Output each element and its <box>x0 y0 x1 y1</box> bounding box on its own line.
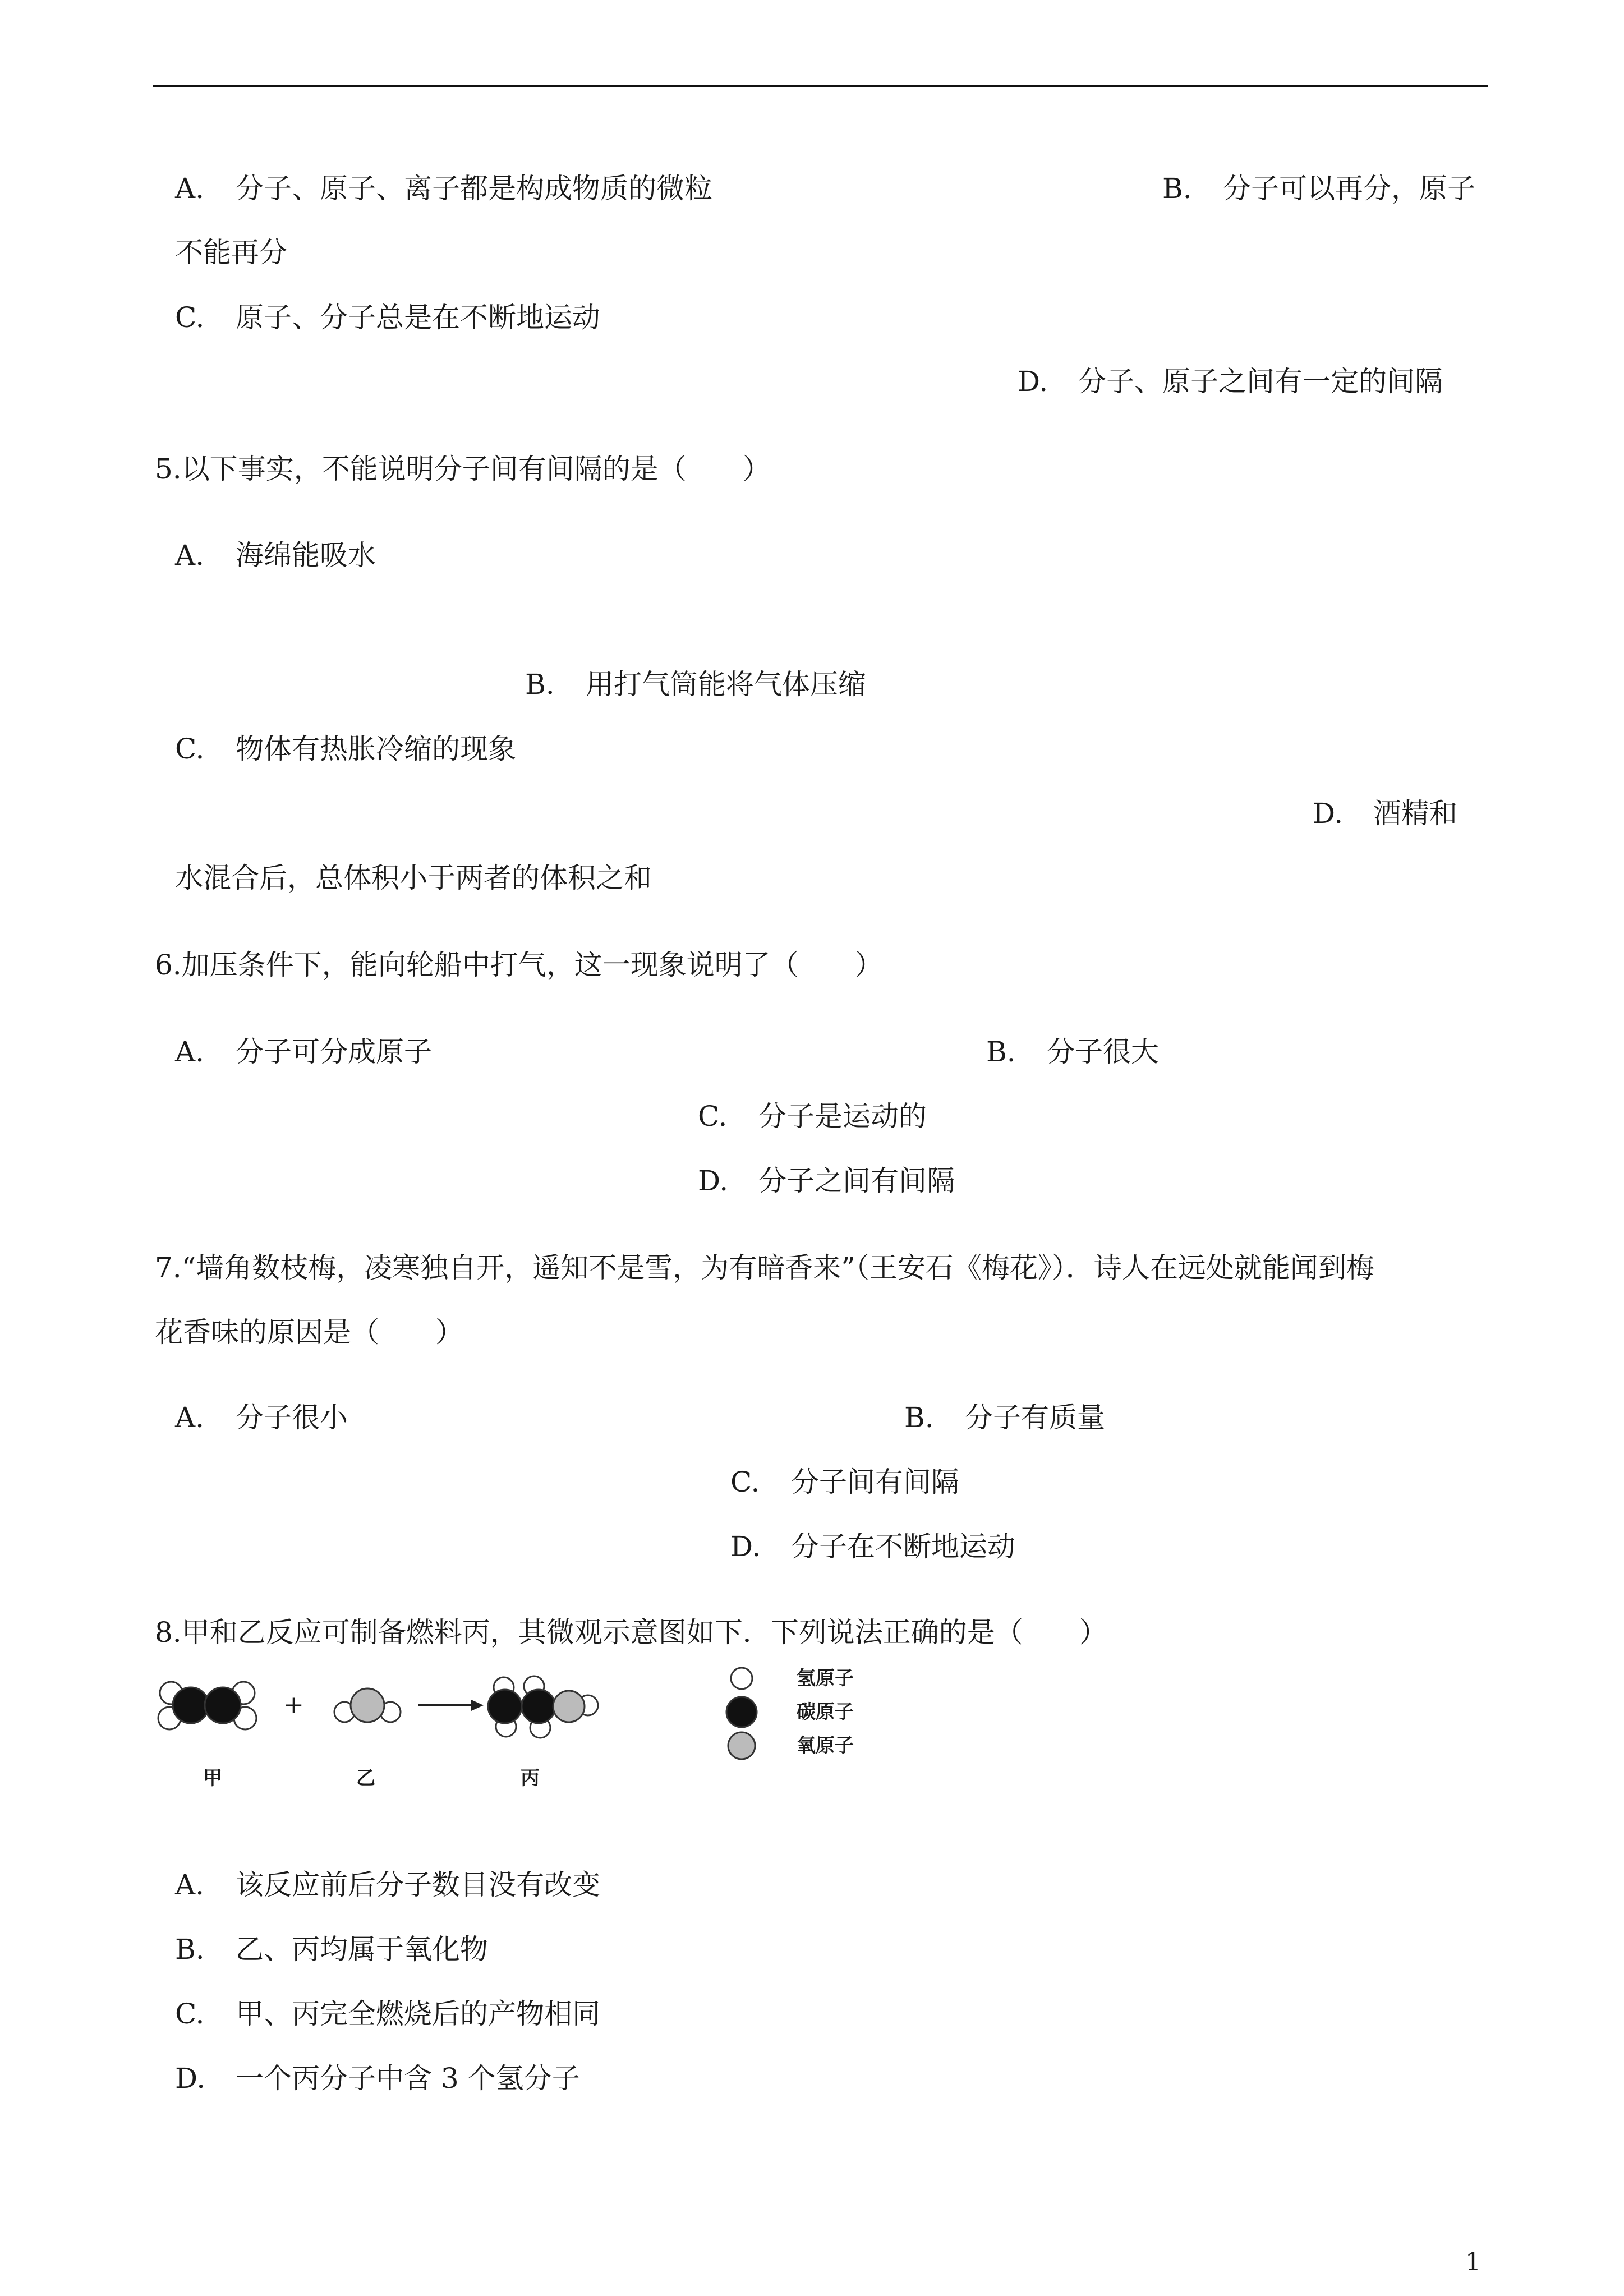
option-text: 分子之间有间隔 <box>758 1165 955 1197</box>
option-text: 物体有热胀冷缩的现象 <box>236 733 516 765</box>
option-text: 原子、分子总是在不断地运动 <box>236 301 600 334</box>
option-letter: A. <box>175 1401 205 1434</box>
option-text: 用打气筒能将气体压缩 <box>586 668 866 701</box>
page-number: 1 <box>1465 2248 1481 2276</box>
q5-stem: 5.以下事实，不能说明分子间有间隔的是（ ） <box>155 453 771 485</box>
option-letter: C. <box>175 301 205 334</box>
option-letter: D. <box>698 1165 729 1197</box>
q5-option-d-continued: 水混合后，总体积小于两者的体积之和 <box>175 862 652 894</box>
label-jia: 甲 <box>203 1767 222 1789</box>
option-letter: C. <box>730 1466 760 1498</box>
legend-carbon-label: 碳原子 <box>797 1701 854 1723</box>
legend-hydrogen-label: 氢原子 <box>797 1667 854 1690</box>
option-letter: C. <box>175 1998 205 2030</box>
option-text: 甲、丙完全燃烧后的产物相同 <box>236 1998 600 2030</box>
plus-sign: + <box>283 1691 304 1719</box>
label-bing: 丙 <box>521 1767 540 1789</box>
option-text: 分子、原子、离子都是构成物质的微粒 <box>236 172 712 205</box>
option-letter: B. <box>1162 172 1192 205</box>
q8-stem: 8.甲和乙反应可制备燃料丙，其微观示意图如下．下列说法正确的是（ ） <box>155 1616 1107 1649</box>
option-text: 分子很小 <box>236 1401 348 1434</box>
option-text: 乙、丙均属于氧化物 <box>236 1933 488 1966</box>
q7-stem-continued: 花香味的原因是（ ） <box>155 1316 463 1349</box>
q8-option-b[interactable] <box>175 1932 488 1966</box>
legend-hydrogen-atom <box>731 1668 752 1689</box>
option-text: 一个丙分子中含 3 个氢分子 <box>236 2062 580 2095</box>
option-letter: D. <box>1313 797 1344 830</box>
option-letter: A. <box>175 1036 205 1068</box>
q7-stem: 7.“墙角数枝梅，凌寒独自开，遥知不是雪，为有暗香来”（王安石《梅花》）．诗人在远处就能闻到梅 <box>155 1251 1374 1284</box>
molecule-bing <box>488 1676 598 1738</box>
option-letter: A. <box>175 172 205 205</box>
option-text: 分子间有间隔 <box>791 1466 959 1498</box>
option-letter: A. <box>175 1869 205 1901</box>
option-text: 分子很大 <box>1047 1036 1159 1068</box>
q8-option-d[interactable] <box>175 2062 580 2095</box>
molecule-yi <box>334 1688 401 1722</box>
option-text: 该反应前后分子数目没有改变 <box>236 1869 600 1901</box>
option-text: 分子有质量 <box>965 1401 1105 1434</box>
q4-option-b-continued: 不能再分 <box>175 236 287 269</box>
option-text: 酒精和 <box>1373 797 1457 830</box>
option-letter: C. <box>175 733 205 765</box>
q6-stem: 6.加压条件下，能向轮船中打气，这一现象说明了（ ） <box>155 949 883 981</box>
option-letter: C. <box>698 1100 728 1133</box>
q8-option-a[interactable] <box>175 1868 600 1902</box>
option-text: 海绵能吸水 <box>236 539 376 572</box>
option-letter: D. <box>1018 365 1048 398</box>
option-letter: B. <box>986 1036 1016 1068</box>
legend-oxygen-label: 氧原子 <box>797 1734 854 1757</box>
option-letter: B. <box>175 1933 205 1966</box>
option-text: 分子是运动的 <box>758 1100 927 1133</box>
option-letter: B. <box>525 668 555 701</box>
option-text: 分子在不断地运动 <box>791 1530 1015 1563</box>
label-yi: 乙 <box>356 1767 375 1789</box>
option-letter: A. <box>175 539 205 572</box>
option-text: 分子、原子之间有一定的间隔 <box>1078 365 1443 398</box>
option-text: 分子可分成原子 <box>236 1036 432 1068</box>
option-letter: D. <box>175 2062 206 2095</box>
option-text: 分子可以再分，原子 <box>1223 172 1475 205</box>
option-letter: B. <box>904 1401 934 1434</box>
legend-oxygen-atom <box>728 1732 755 1759</box>
molecule-jia <box>158 1682 256 1729</box>
reaction-arrow <box>418 1700 484 1711</box>
option-letter: D. <box>730 1530 761 1563</box>
legend-carbon-atom <box>726 1697 757 1727</box>
q8-option-c[interactable] <box>175 1997 600 2031</box>
